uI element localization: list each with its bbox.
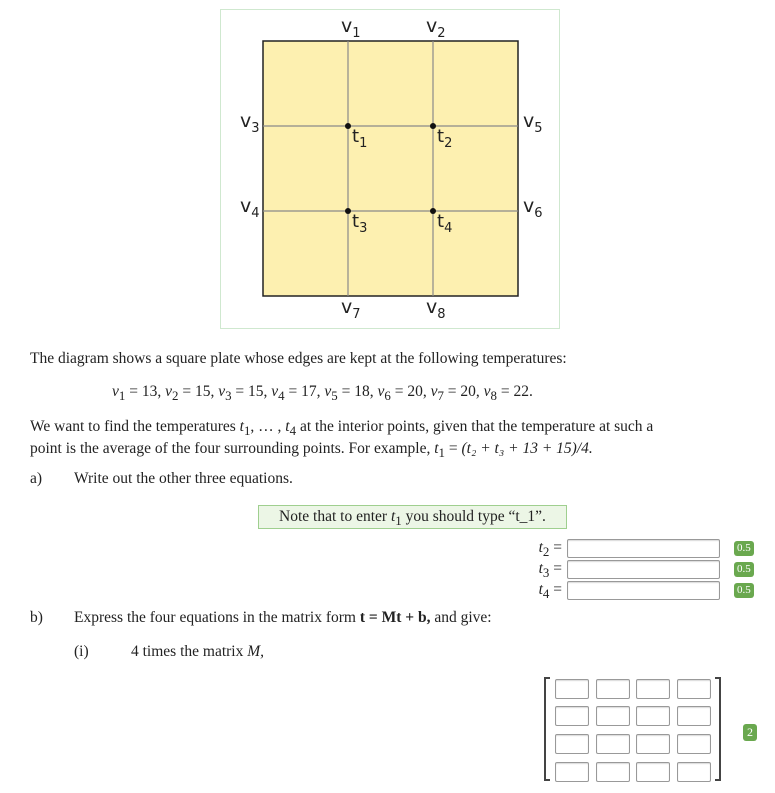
matrix-cell-4-4[interactable] [677,762,711,782]
label-v2: $v_2$ [426,15,446,41]
part-b-letter: b) [30,609,43,626]
label-t1: $t_1$ [352,126,368,151]
matrix-cell-4-1[interactable] [555,762,589,782]
matrix-cell-3-1[interactable] [555,734,589,754]
matrix-cell-2-4[interactable] [677,706,711,726]
matrix-cell-4-3[interactable] [636,762,670,782]
temp-4: $v_4 = 17$, [271,383,325,404]
equation-label-t2: $t_2$ = [538,539,562,560]
intro-text: The diagram shows a square plate whose edges are kept at the following temperatures: [30,350,567,367]
equation-label-t4: $t_4$ = [538,581,562,602]
plate-diagram [220,9,560,329]
temp-8: $v_8 = 22$. [483,383,533,404]
matrix-cell-4-2[interactable] [596,762,630,782]
label-t2: $t_2$ [437,126,453,151]
matrix-cell-1-2[interactable] [596,679,630,699]
points-badge-matrix: 2 [743,724,757,741]
label-v8: $v_8$ [426,296,446,322]
matrix-cell-1-1[interactable] [555,679,589,699]
label-v1: $v_1$ [341,15,361,41]
label-t4: $t_4$ [437,211,453,236]
equation-input-t3[interactable] [567,560,720,579]
equation-input-t2[interactable] [567,539,720,558]
problem-description: We want to find the temperatures $t_1$, … , $t_4$ at the interior points, given that the temperature at such a point is the average of the four surrounding points. For example, $t_1 = (t_2 + t_3 + 13 + 15)/4$. [30,418,654,461]
label-v3: $v_3$ [240,110,260,136]
points-badge-t4: 0.5 [734,583,754,598]
temp-7: $v_7 = 20$, [430,383,484,404]
equation-input-t4[interactable] [567,581,720,600]
label-v6: $v_6$ [523,195,543,221]
point-t3 [345,208,351,214]
part-a-letter: a) [30,470,43,487]
equation-label-t3: $t_3$ = [538,560,562,581]
points-badge-t3: 0.5 [734,562,754,577]
plate [263,41,518,296]
matrix-right-bracket [715,677,721,781]
temp-5: $v_5 = 18$, [324,383,378,404]
matrix-cell-1-4[interactable] [677,679,711,699]
temp-6: $v_6 = 20$, [377,383,431,404]
temp-1: $v_1 = 13$, [112,383,166,404]
temp-2: $v_2 = 15$, [165,383,219,404]
part-b-text: Express the four equations in the matrix form t = Mt + b, and give: [74,609,492,626]
matrix-cell-2-2[interactable] [596,706,630,726]
temp-3: $v_3 = 15$, [218,383,272,404]
part-a-text: Write out the other three equations. [74,470,293,487]
point-t2 [430,123,436,129]
matrix-cell-1-3[interactable] [636,679,670,699]
points-badge-t2: 0.5 [734,541,754,556]
part-b-i-text: 4 times the matrix M, [131,643,265,660]
point-t4 [430,208,436,214]
label-v7: $v_7$ [341,296,361,322]
label-v4: $v_4$ [240,195,260,221]
matrix-cell-3-3[interactable] [636,734,670,754]
matrix-left-bracket [544,677,550,781]
part-b-i-label: (i) [74,643,89,660]
point-t1 [345,123,351,129]
matrix-cell-2-3[interactable] [636,706,670,726]
matrix-cell-3-4[interactable] [677,734,711,754]
label-v5: $v_5$ [523,110,543,136]
label-t3: $t_3$ [352,211,368,236]
matrix-cell-3-2[interactable] [596,734,630,754]
input-hint-note: Note that to enter $t_1$ you should type “t_1”. [258,505,567,529]
matrix-cell-2-1[interactable] [555,706,589,726]
temperature-list [112,383,533,404]
